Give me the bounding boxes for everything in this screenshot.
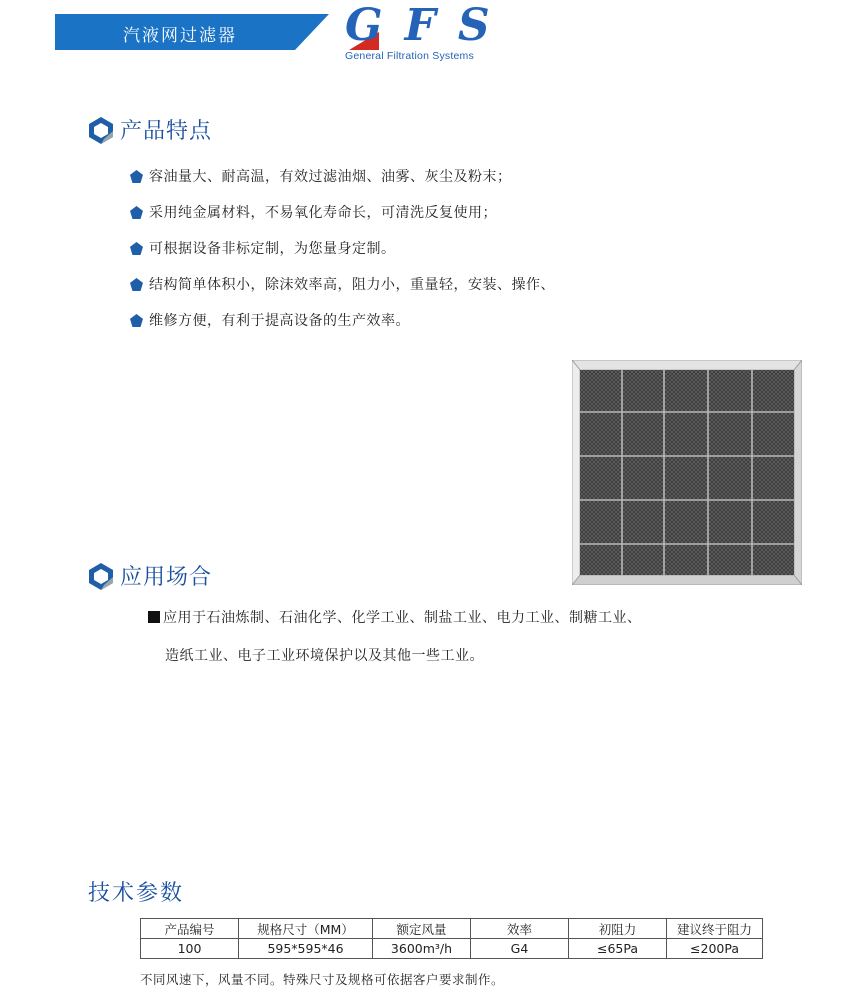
table-cell: G4 [471,939,569,959]
application-line-1 [148,603,748,631]
feature-text: 维修方便，有利于提高设备的生产效率。 [149,313,410,329]
table-cell: ≤65Pa [569,939,667,959]
features-heading [86,114,212,145]
tech-heading: 技术参数 [88,881,185,906]
application-text [148,603,748,669]
features-heading-text: 产品特点 [120,119,213,144]
feature-text: 结构简单体积小，除沫效率高，阻力小，重量轻，安装、操作、 [149,277,555,293]
column-header: 建议终于阻力 [667,919,763,939]
tech-params-table [140,918,763,959]
pentagon-bullet-icon [130,314,143,327]
page-title: 汽液网过滤器 [123,26,237,46]
feature-item [130,158,610,194]
table-cell: 595*595*46 [239,939,373,959]
table-header-row [141,919,763,939]
column-header: 规格尺寸（MM） [239,919,373,939]
application-line-1-text: 应用于石油炼制、石油化学、化学工业、制盐工业、电力工业、制糖工业、 [163,610,642,626]
filter-product-image [572,360,802,585]
feature-item [130,266,610,302]
pentagon-bullet-icon [130,278,143,291]
application-heading-text: 应用场合 [120,565,213,590]
pentagon-bullet-icon [130,206,143,219]
gfs-logo [345,0,512,64]
application-line-2 [148,641,748,669]
application-line-2-text: 造纸工业、电子工业环境保护以及其他一些工业。 [165,648,484,664]
feature-item [130,194,610,230]
hexagon-icon [86,115,116,145]
column-header: 产品编号 [141,919,239,939]
feature-text: 容油量大、耐高温，有效过滤油烟、油雾、灰尘及粉末； [149,169,512,185]
pentagon-bullet-icon [130,242,143,255]
feature-text: 可根据设备非标定制，为您量身定制。 [149,241,396,257]
table-row [141,939,763,959]
banner-slant [295,14,329,50]
column-header: 额定风量 [373,919,471,939]
feature-item [130,302,610,338]
table-cell: ≤200Pa [667,939,763,959]
table-cell: 3600m³/h [373,939,471,959]
pentagon-bullet-icon [130,170,143,183]
header-banner [55,14,325,50]
column-header: 初阻力 [569,919,667,939]
logo-letters: GFS [345,0,512,51]
feature-text: 采用纯金属材料，不易氧化寿命长，可清洗反复使用； [149,205,497,221]
square-bullet-icon [148,611,160,623]
table-cell: 100 [141,939,239,959]
column-header: 效率 [471,919,569,939]
logo-subtitle: General Filtration Systems [345,50,474,62]
feature-item [130,230,610,266]
application-heading [86,560,212,591]
feature-list [130,158,610,338]
hexagon-icon [86,561,116,591]
tech-note: 不同风速下，风量不同。特殊尺寸及规格可依据客户要求制作。 [140,972,505,987]
